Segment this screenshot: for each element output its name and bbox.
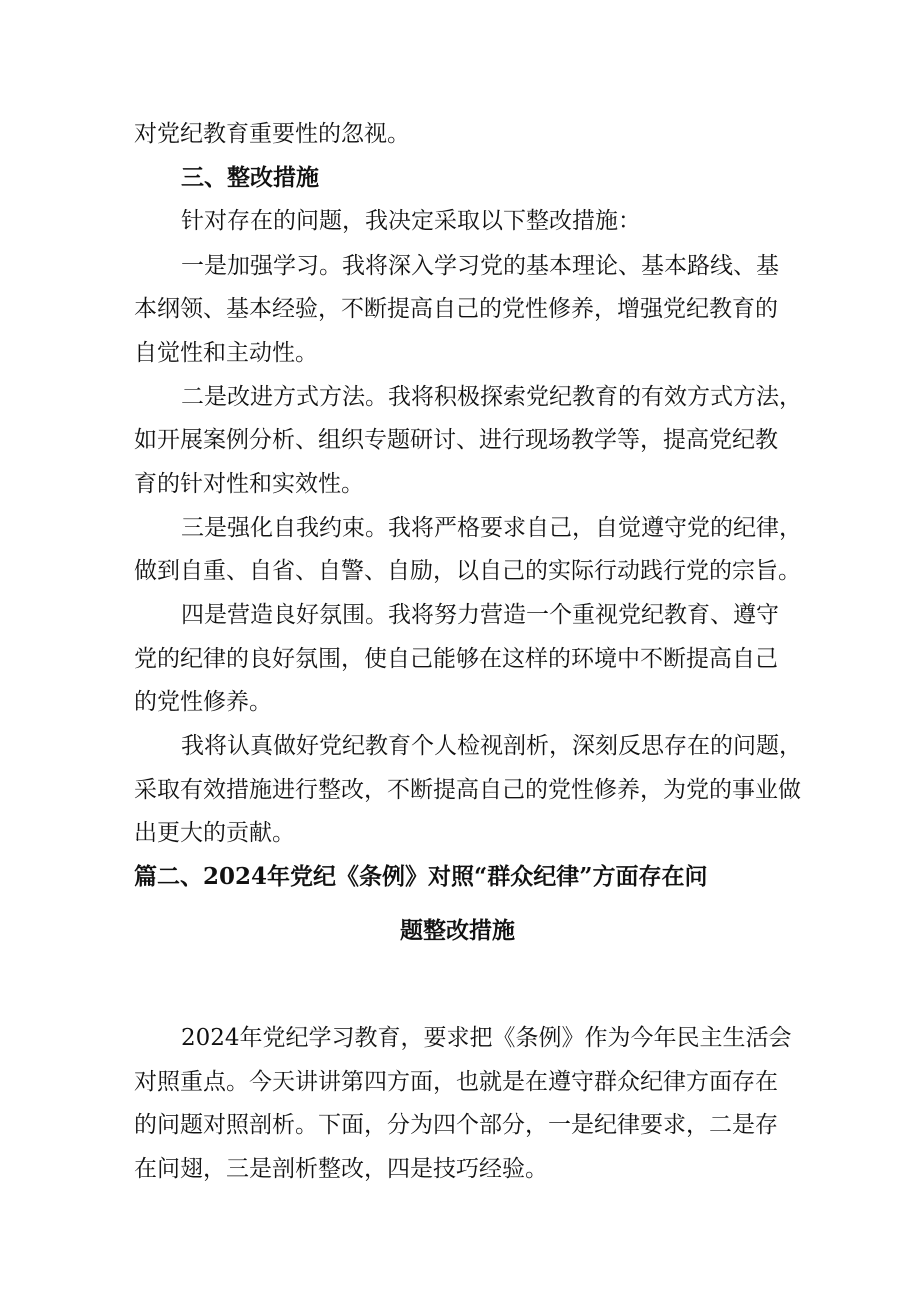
paragraph-line: 对照重点。今天讲讲第四方面，也就是在遵守群众纪律方面存在 [134,1069,778,1095]
paragraph-line: 育的针对性和实效性。 [134,471,364,497]
section-heading: 三、整改措施 [181,164,319,191]
paragraph-line: 针对存在的问题，我决定采取以下整改措施： [181,208,641,234]
paragraph-line: 出更大的贡献。 [134,820,295,846]
paragraph-line: 采取有效措施进行整改，不断提高自己的党性修养，为党的事业做 [134,777,801,803]
paragraph-line: 党的纪律的良好氛围，使自己能够在这样的环境中不断提高自己 [134,646,778,672]
paragraph-line: 如开展案例分析、组织专题研讨、进行现场教学等，提高党纪教 [134,427,778,453]
paragraph-line: 三是强化自我约束。我将严格要求自己，自觉遵守党的纪律， [181,515,802,541]
paragraph-line: 一是加强学习。我将深入学习党的基本理论、基本路线、基 [181,253,779,279]
paragraph-line: 的党性修养。 [134,689,272,715]
paragraph-line: 对党纪教育重要性的忽视。 [134,121,410,147]
paragraph-line: 2024年党纪学习教育，要求把《条例》作为今年民主生活会 [181,1025,792,1051]
paragraph-line: 在问翅，三是剖析整改，四是技巧经验。 [134,1156,548,1182]
paragraph-line: 自觉性和主动性。 [134,340,318,366]
paragraph-line: 的问题对照剖析。下面，分为四个部分，一是纪律要求，二是存 [134,1112,778,1138]
paragraph-line: 我将认真做好党纪教育个人检视剖析，深刻反思存在的问题， [181,733,802,759]
article-title: 篇二、2024年党纪《条例》对照“群众纪律”方面存在问 [134,863,708,890]
paragraph-line: 本纲领、基本经验，不断提高自己的党性修养，增强党纪教育的 [134,296,778,322]
article-title-continuation: 题整改措施 [400,917,515,944]
paragraph-line: 做到自重、自省、自警、自励，以自己的实际行动践行党的宗旨。 [134,558,801,584]
paragraph-line: 二是改进方式方法。我将积极探索党纪教育的有效方式方法， [181,384,802,410]
paragraph-line: 四是营造良好氛围。我将努力营造一个重视党纪教育、遵守 [181,602,779,628]
